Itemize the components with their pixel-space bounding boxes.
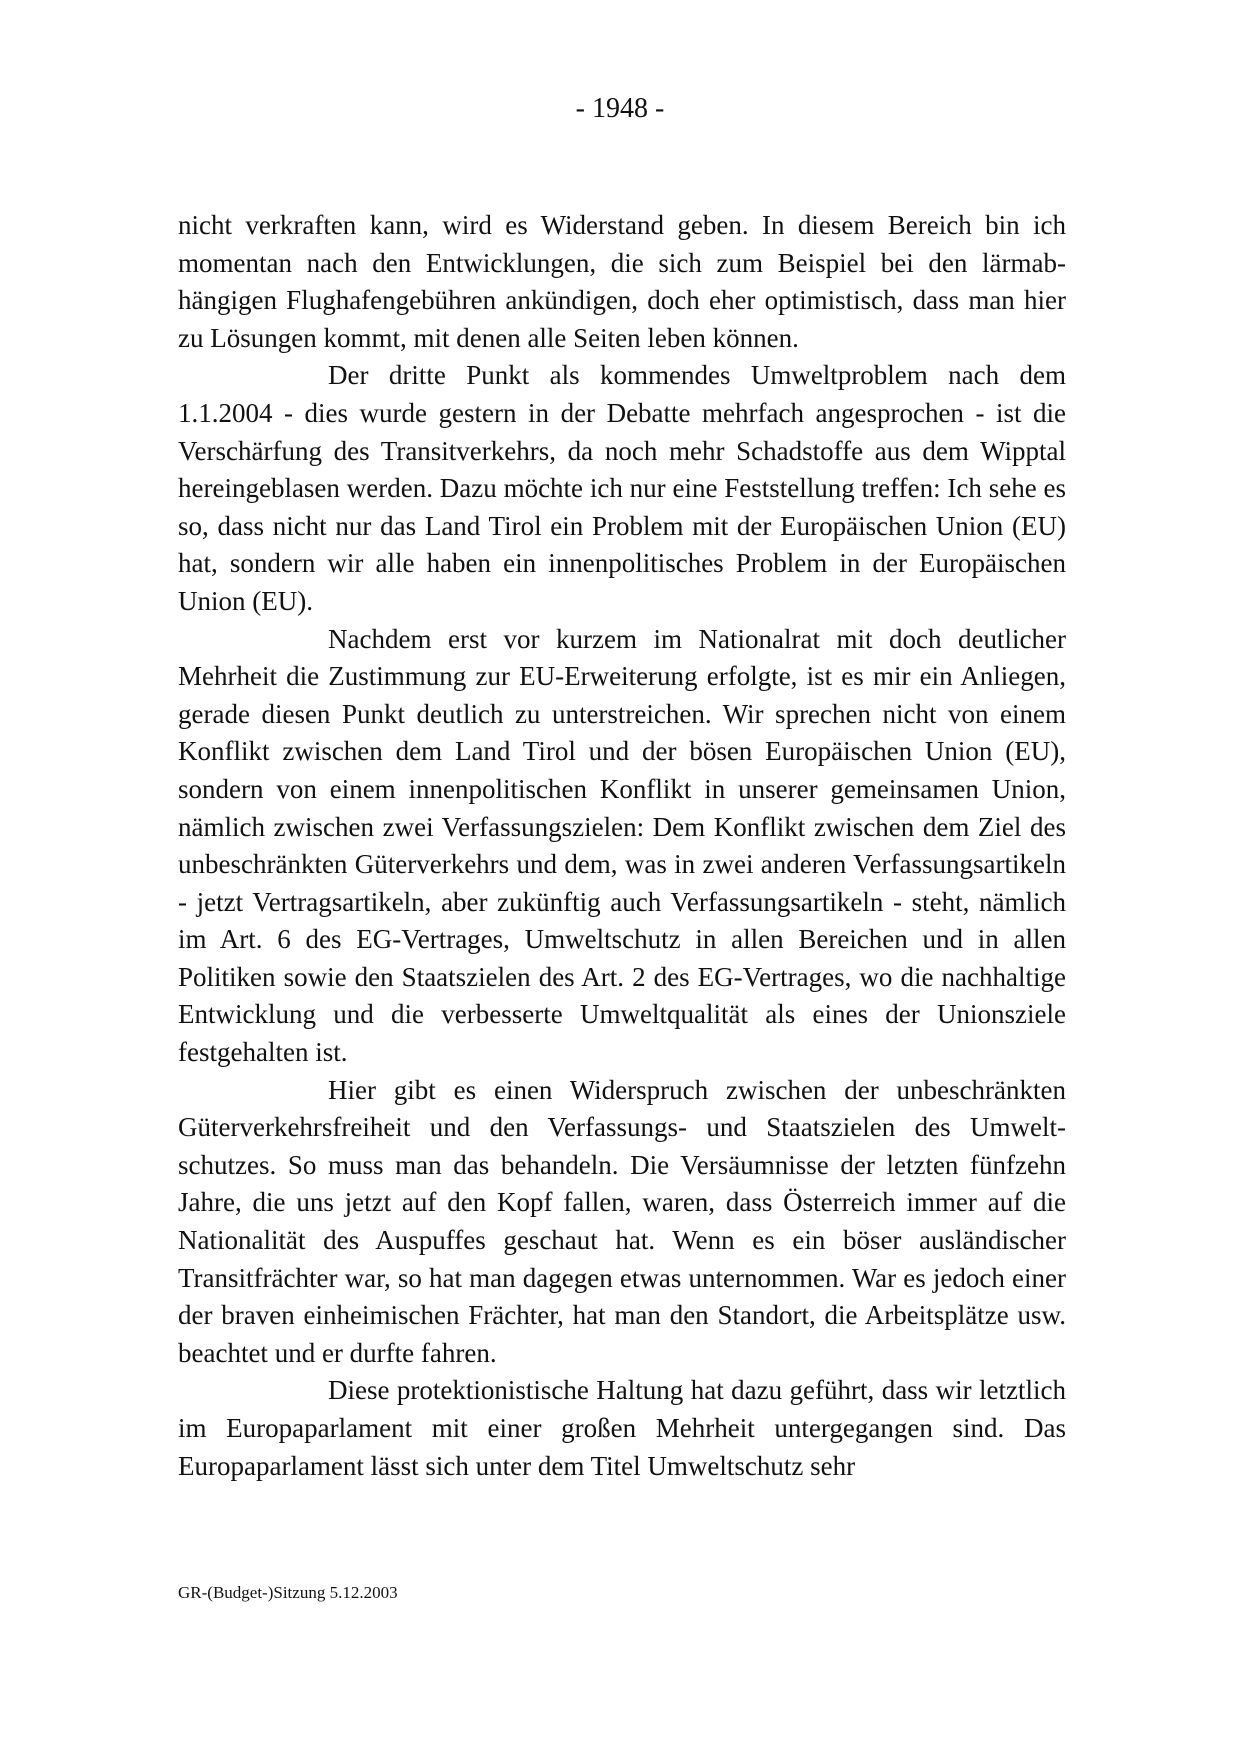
footer-session-label: GR-(Budget-)Sitzung 5.12.2003 — [178, 1583, 398, 1602]
paragraph-2: Der dritte Punkt als kommendes Umweltproblem nach dem 1.1.2004 - dies wurde gestern in der Debatte mehrfach angesprochen - ist die Verschärfung des Transitverkehrs, da noch mehr Schadstoffe aus dem Wipptal hereingeblasen werden. Dazu möchte ich nur eine Feststellung treffen: Ich sehe es so, dass nicht nur das Land Tirol ein Problem mit der Europäischen Union (EU) hat, sondern wir alle haben ein innenpolitisches Problem in der Europäischen Union (EU). — [178, 360, 1066, 616]
paragraph-3: Nachdem erst vor kurzem im Nationalrat mit doch deutlicher Mehrheit die Zustimmung zur EU-Erweiterung erfolgte, ist es mir ein Anliegen, gerade diesen Punkt deutlich zu unterstreichen. Wir sprechen nicht von einem Konflikt zwischen dem Land Tirol und der bösen Europäischen Union (EU), sondern von einem innenpolitischen Konflikt in unserer gemeinsamen Union, nämlich zwischen zwei Verfassungszielen: Dem Konflikt zwischen dem Ziel des unbeschränkten Güterverkehrs und dem, was in zwei anderen Verfassungsartikeln - jetzt Vertragsartikeln, aber zukünftig auch Verfassungsartikeln - steht, nämlich im Art. 6 des EG-Vertrages, Umweltschutz in allen Bereichen und in allen Politiken sowie den Staatszielen des Art. 2 des EG-Vertrages, wo die nachhaltige Entwicklung und die verbesserte Umweltqualität als eines der Unionsziele festgehalten ist. — [178, 623, 1066, 1068]
body-text — [178, 207, 1066, 1485]
paragraph-1: nicht verkraften kann, wird es Widerstand geben. In diesem Bereich bin ich momentan nach den Entwicklungen, die sich zum Beispiel bei den lärmabhängigen Flughafengebühren ankündigen, doch eher optimistisch, dass man hier zu Lösungen kommt, mit denen alle Seiten leben können. — [178, 210, 1066, 353]
paragraph-5: Diese protektionistische Haltung hat dazu geführt, dass wir letztlich im Europaparlament mit einer großen Mehrheit untergegangen sind. Das Europaparlament lässt sich unter dem Titel Umweltschutz sehr — [178, 1375, 1066, 1481]
page-number: - 1948 - — [575, 93, 665, 124]
paragraph-4: Hier gibt es einen Widerspruch zwischen der unbeschränkten Güterverkehrsfreiheit und den Verfassungs- und Staatszielen des Umweltschutzes. So muss man das behandeln. Die Versäumnisse der letzten fünfzehn Jahre, die uns jetzt auf den Kopf fallen, waren, dass Österreich immer auf die Nationalität des Auspuffes geschaut hat. Wenn es ein böser ausländischer Transitfrächter war, so hat man dagegen etwas unternommen. War es jedoch einer der braven einheimischen Frächter, hat man den Standort, die Arbeitsplätze usw. beachtet und er durfte fahren. — [178, 1074, 1066, 1368]
